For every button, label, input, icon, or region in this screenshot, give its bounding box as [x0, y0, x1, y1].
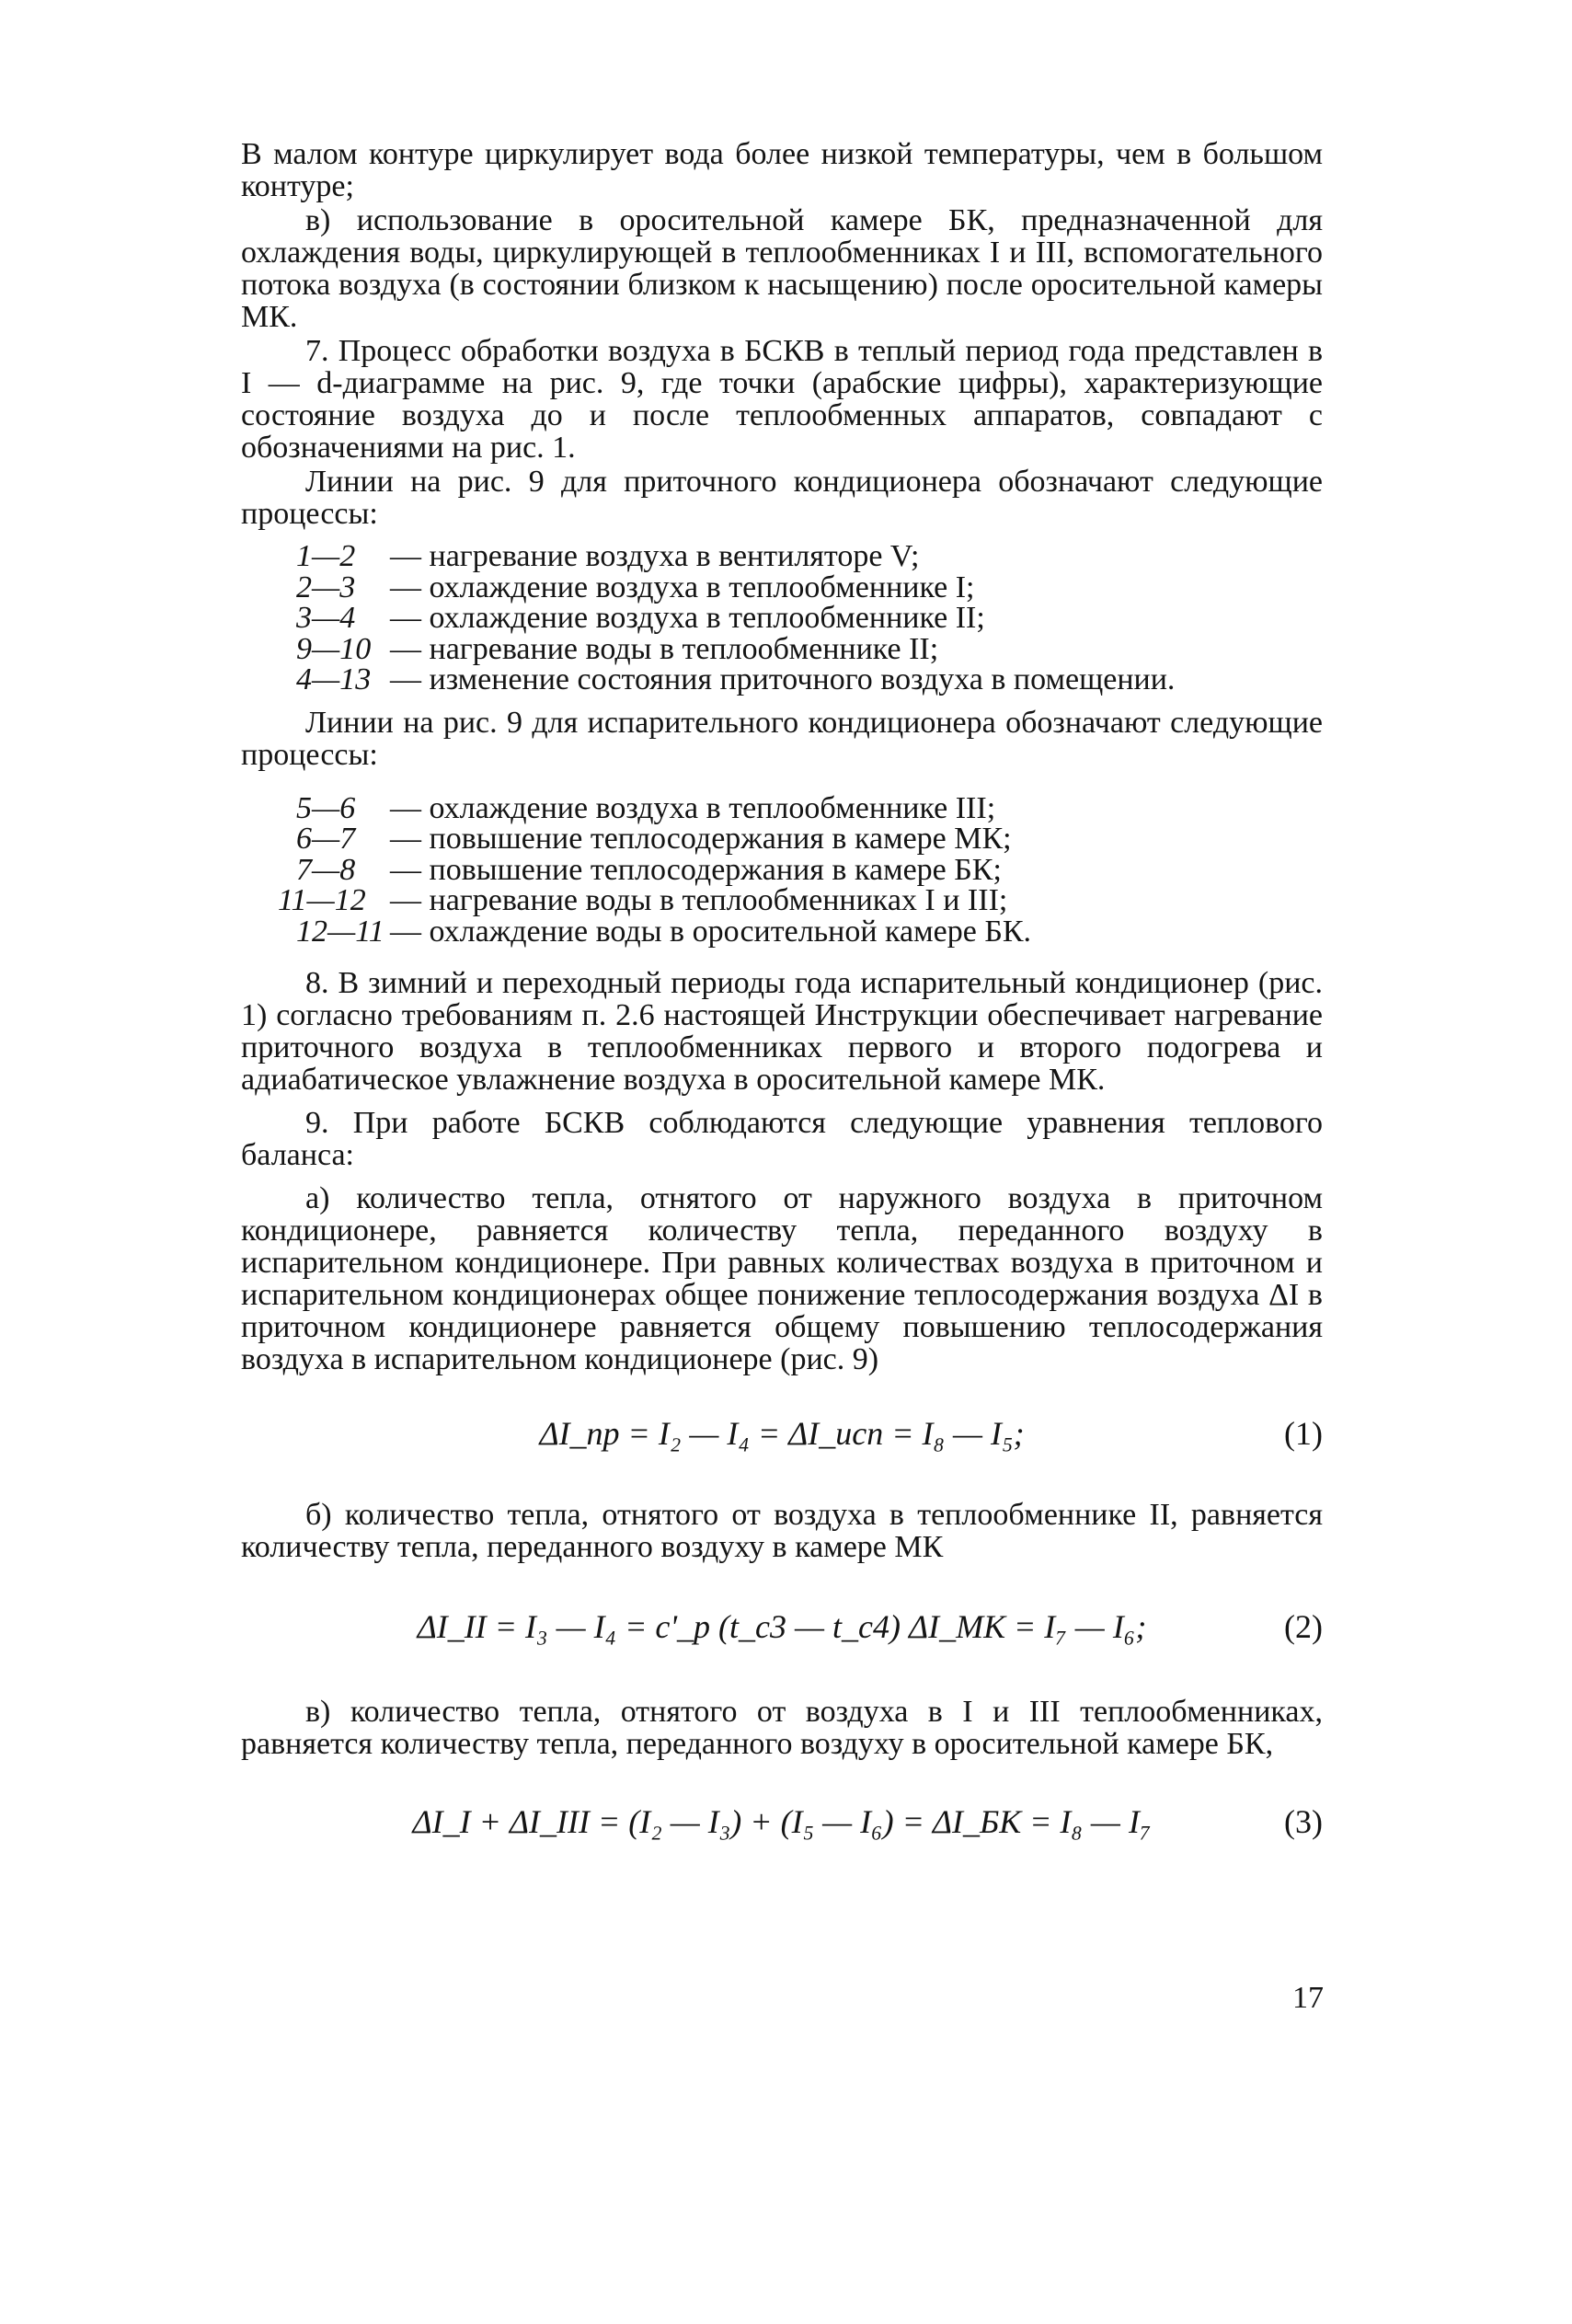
list-item-text: — изменение состояния приточного воздуха в помещении. [390, 662, 1176, 696]
list-item-label: 11—12 [278, 883, 366, 917]
equation-1 [241, 1407, 1323, 1462]
paragraph: Линии на рис. 9 для испарительного кондиционера обозначают следующие процессы: [241, 705, 1323, 772]
equation-number: (2) [1284, 1608, 1323, 1645]
paragraph: в) использование в оросительной камере БК, предназначенной для охлаждения воды, циркулирующей в теплообменниках I и III, вспомогательного потока воздуха (в состоянии близком к насыщению) после оросительной камеры МК. [241, 203, 1323, 334]
list-item-text: — нагревание воздуха в вентиляторе V; [390, 539, 920, 573]
list-item-text: — охлаждение воздуха в теплообменнике III; [390, 790, 996, 825]
equation-expression: ΔI_I + ΔI_III = (I₂ — I₃) + (I₅ — I₆) = ΔI_БК = I₈ — I₇ [412, 1803, 1152, 1840]
list-item-text: — охлаждение воды в оросительной камере БК. [390, 914, 1032, 949]
page-number: 17 [1292, 1981, 1324, 2015]
equation-number: (1) [1284, 1415, 1323, 1452]
list-item [241, 664, 1323, 696]
list-item-label: 12—11 [296, 914, 384, 949]
paragraph: 8. В зимний и переходный периоды года испарительный кондиционер (рис. 1) согласно требованиям п. 2.6 настоящей Инструкции обеспечивает нагревание приточного воздуха в теплообменниках первого и второго подогрева и адиабатическое увлажнение воздуха в оросительной камере МК. [241, 966, 1323, 1097]
list-item-label: 2—3 [296, 569, 356, 604]
process-list-supply [241, 541, 1323, 696]
list-item-text: — нагревание воды в теплообменнике II; [390, 631, 939, 666]
text-column [241, 138, 1323, 1850]
paragraph: В малом контуре циркулирует вода более низкой температуры, чем в большом контуре; [241, 137, 1323, 203]
paragraph: в) количество тепла, отнятого от воздуха в I и III теплообменниках, равняется количеству тепла, переданного воздуху в оросительной камере БК, [241, 1695, 1323, 1761]
list-item [241, 852, 1323, 887]
list-item-label: 3—4 [296, 601, 356, 635]
paragraph: 9. При работе БСКВ соблюдаются следующие уравнения теплового баланса: [241, 1106, 1323, 1172]
list-item [241, 823, 1323, 855]
list-item [241, 603, 1323, 634]
paragraph: б) количество тепла, отнятого от воздуха в теплообменнике II, равняется количеству тепла, переданного воздуху в камере МК [241, 1498, 1323, 1564]
process-list-evaporative [241, 790, 1323, 949]
list-item-label: 9—10 [296, 631, 372, 666]
equation-number: (3) [1284, 1803, 1323, 1840]
list-item [241, 569, 1323, 604]
list-item-label: 5—6 [296, 790, 356, 825]
paragraph: а) количество тепла, отнятого от наружного воздуха в приточном кондиционере, равняется количеству тепла, переданного воздуху в испарительном кондиционере. При равных количествах воздуха в приточном и испарительном кондиционерах общее понижение теплосодержания воздуха ΔI в приточном кондиционере равняется общему повышению теплосодержания воздуха в испарительном кондиционере (рис. 9) [241, 1181, 1323, 1376]
list-item-text: — охлаждение воздуха в теплообменнике I; [390, 569, 975, 604]
list-item-label: 1—2 [296, 539, 356, 573]
list-item-text: — повышение теплосодержания в камере МК; [390, 822, 1012, 856]
list-item [241, 885, 1323, 916]
list-item-label: 7—8 [296, 852, 356, 887]
equation-2 [241, 1600, 1323, 1655]
list-item [241, 541, 1323, 572]
equation-expression: ΔI_II = I₃ — I₄ = c'_p (t_c3 — t_c4) ΔI_МК = I₇ — I₆; [417, 1608, 1147, 1645]
equation-expression: ΔI_пр = I₂ — I₄ = ΔI_исп = I₈ — I₅; [539, 1415, 1025, 1452]
list-item-text: — нагревание воды в теплообменниках I и III; [390, 883, 1008, 917]
paragraph: Линии на рис. 9 для приточного кондиционера обозначают следующие процессы: [241, 465, 1323, 531]
list-item [241, 631, 1323, 666]
equation-3 [241, 1795, 1323, 1850]
paragraph: 7. Процесс обработки воздуха в БСКВ в теплый период года представлен в I — d-диаграмме на рис. 9, где точки (арабские цифры), характеризующие состояние воздуха до и после теплообменных аппаратов, совпадают с обозначениями на рис. 1. [241, 334, 1323, 465]
list-item-text: — охлаждение воздуха в теплообменнике II; [390, 601, 985, 635]
list-item [241, 916, 1323, 948]
list-item-text: — повышение теплосодержания в камере БК; [390, 852, 1002, 887]
list-item [241, 790, 1323, 825]
list-item-label: 6—7 [296, 822, 356, 856]
list-item-label: 4—13 [296, 662, 372, 696]
